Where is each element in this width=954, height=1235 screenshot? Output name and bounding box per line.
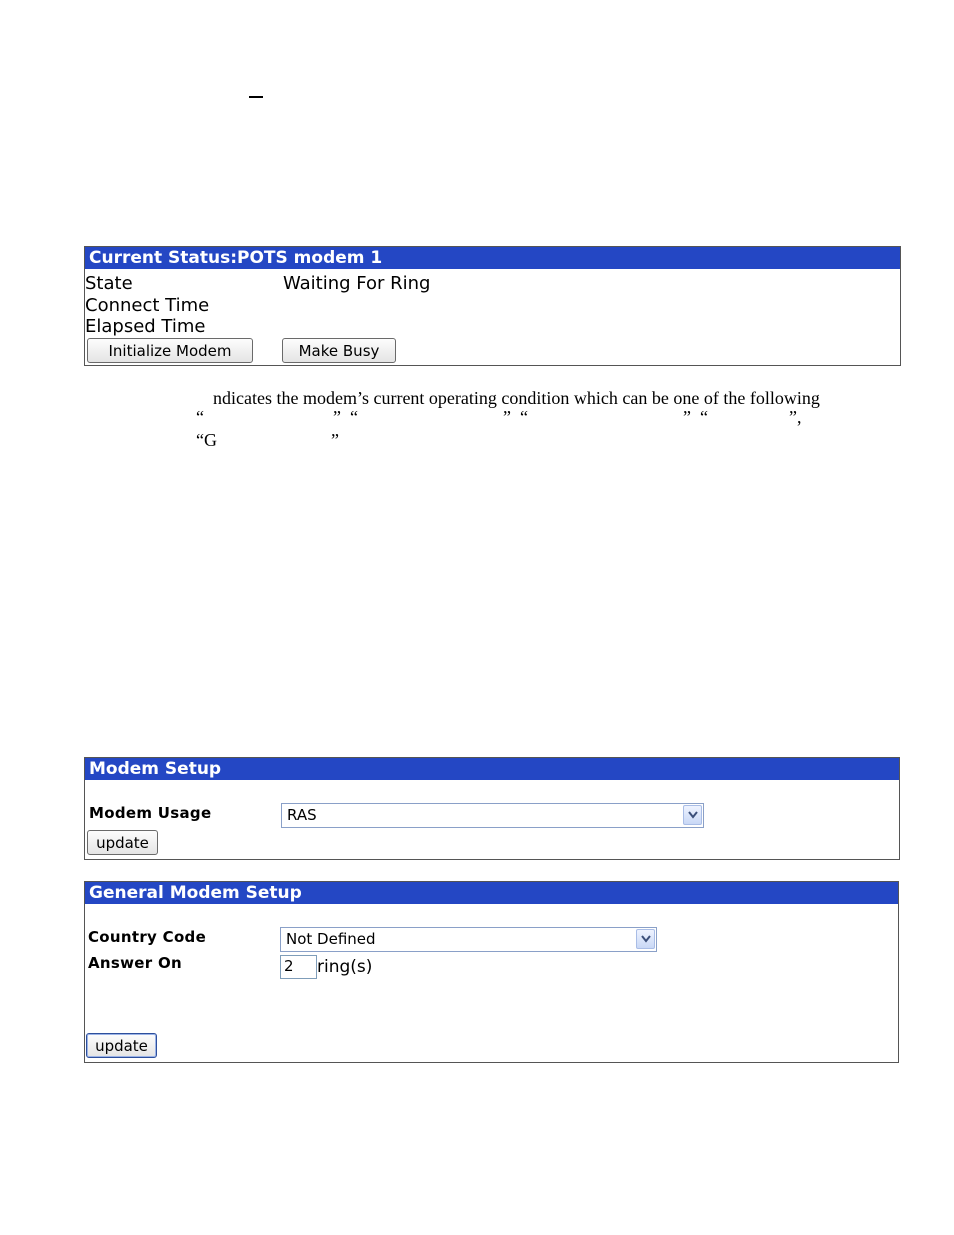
answer-on-label: Answer On — [88, 954, 182, 972]
modem-setup-update-button[interactable]: update — [87, 830, 158, 855]
quote-close-3: ” — [683, 407, 691, 427]
connect-time-label: Connect Time — [85, 295, 210, 316]
modem-setup-title: Modem Setup — [85, 758, 899, 780]
quote-open-1: “ — [196, 407, 204, 427]
make-busy-button[interactable]: Make Busy — [282, 338, 396, 363]
modem-setup-panel — [84, 757, 900, 860]
quote-close-5: ” — [331, 430, 339, 450]
answer-on-rings-input[interactable]: 2 — [280, 955, 317, 979]
general-modem-setup-panel — [84, 881, 899, 1063]
chevron-down-icon[interactable] — [636, 929, 655, 949]
modem-usage-label: Modem Usage — [89, 804, 212, 822]
quote-close-2: ” — [503, 407, 511, 427]
current-status-title: Current Status:POTS modem 1 — [85, 247, 900, 269]
country-code-value: Not Defined — [286, 930, 376, 948]
quote-open-5: “G — [196, 430, 217, 450]
state-label: State — [85, 273, 133, 294]
general-setup-update-button[interactable]: update — [86, 1033, 157, 1058]
quote-open-2: “ — [350, 407, 358, 427]
quote-close-1: ” — [333, 407, 341, 427]
country-code-label: Country Code — [88, 928, 207, 946]
state-description-line1: ndicates the modem’s current operating condition which can be one of the following — [213, 388, 820, 408]
rings-suffix: ring(s) — [317, 957, 373, 977]
modem-usage-select[interactable] — [281, 803, 704, 828]
quote-close-4: ”, — [789, 407, 802, 427]
current-status-panel — [84, 246, 901, 366]
underscore-mark — [249, 96, 263, 98]
quote-open-4: “ — [700, 407, 708, 427]
initialize-modem-button[interactable]: Initialize Modem — [87, 338, 253, 363]
chevron-down-icon[interactable] — [683, 805, 702, 825]
state-value: Waiting For Ring — [283, 273, 431, 294]
country-code-select[interactable] — [280, 927, 657, 952]
elapsed-time-label: Elapsed Time — [85, 316, 206, 337]
quote-open-3: “ — [520, 407, 528, 427]
general-modem-setup-title: General Modem Setup — [85, 882, 898, 904]
modem-usage-value: RAS — [287, 806, 317, 824]
